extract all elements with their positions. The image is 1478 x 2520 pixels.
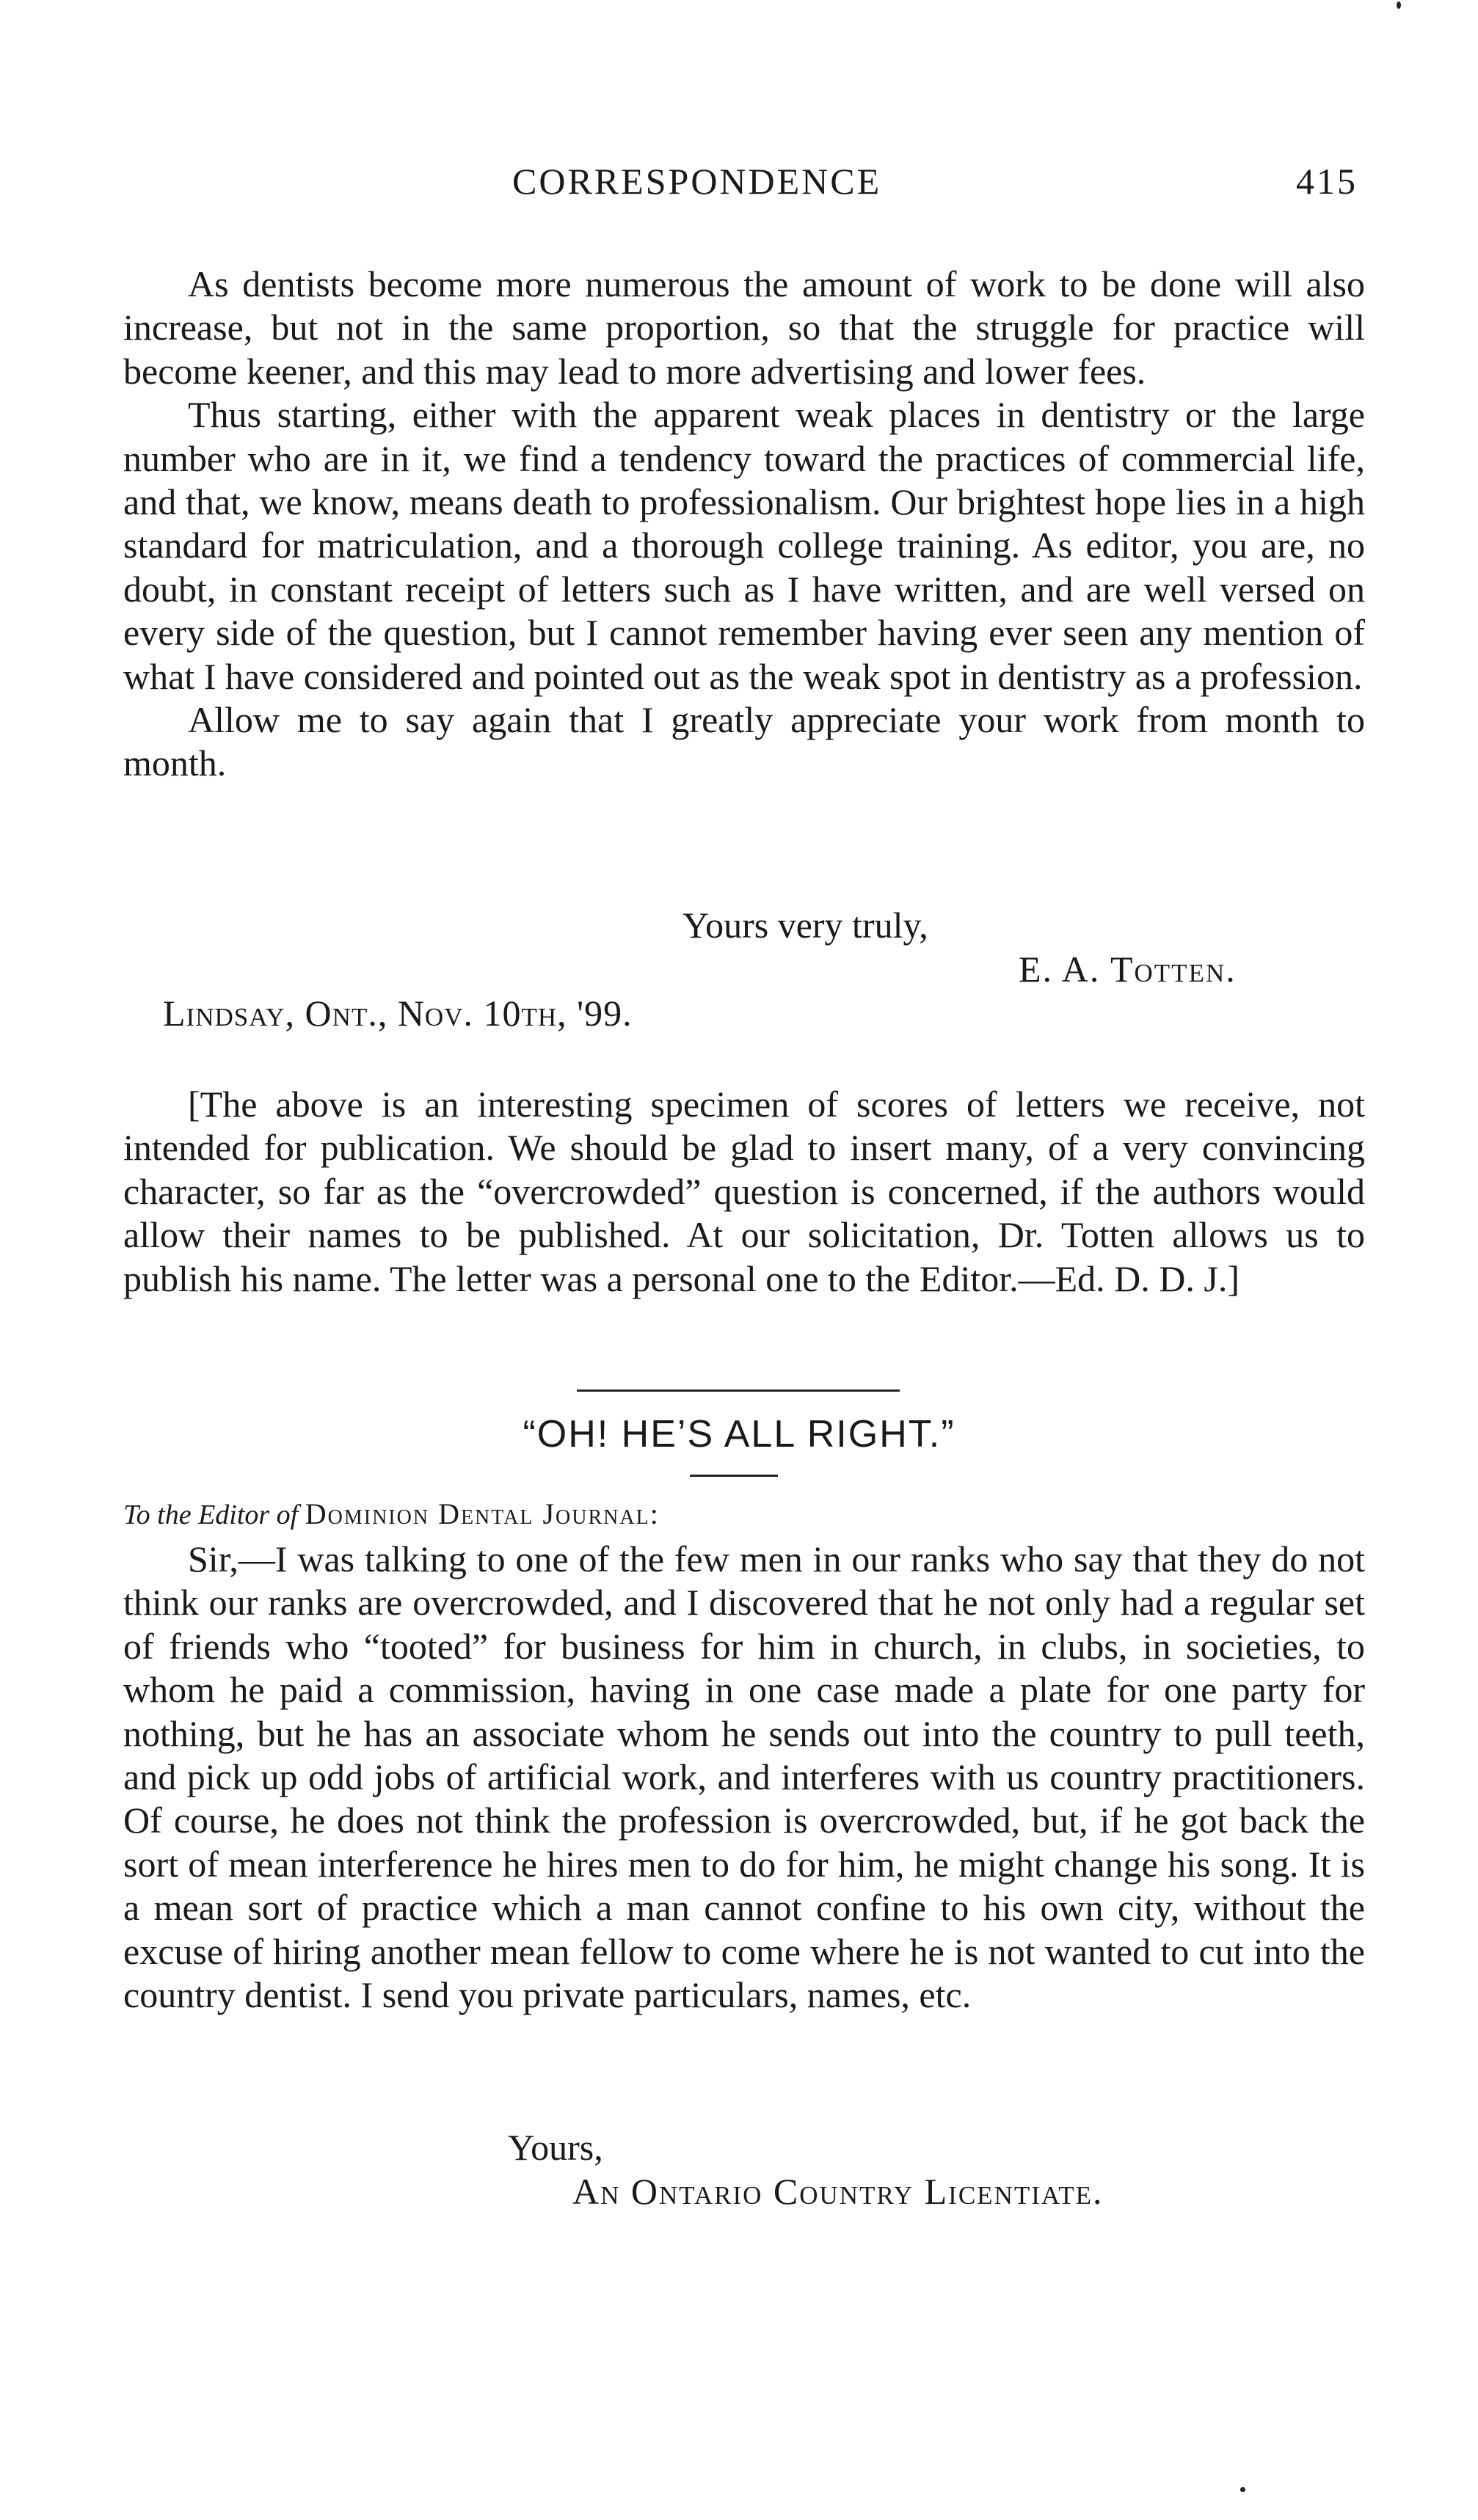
running-head: [123, 160, 1365, 211]
section-heading: “OH! HE’S ALL RIGHT.”: [523, 1413, 955, 1456]
paragraph: As dentists become more numerous the amount of work to be done will also increase, but not in the same proportion, so that the struggle for practice will become keener, and this may lead to more advertising and lower fees.: [123, 263, 1365, 392]
paragraph: [The above is an interesting specimen of scores of letters we receive, not intended for publication. We should be glad to insert many, of a very convincing character, so far as the “overcrowded” question is concerned, if the authors would allow their names to be published. At our solicitation, Dr. Totten allows us to publish his name. The letter was a personal one to the Editor.—Ed. D. D. J.]: [123, 1084, 1365, 1299]
editor-note: [123, 1083, 1365, 1301]
addressee-prefix: To the Editor of: [123, 1500, 299, 1530]
print-speck: [1240, 2487, 1245, 2492]
section-divider: [577, 1389, 900, 1392]
paragraph: Sir,—I was talking to one of the few men in our ranks who say that they do not think our ranks are overcrowded, and I discovered that he not only had a regular set of friends who “tooted” for business for him in church, in clubs, in societies, to whom he paid a commission, having in one case made a plate for one party for nothing, but he has an associate whom he sends out into the country to pull teeth, and pick up odd jobs of artificial work, and interferes with us country practitioners. Of course, he does not think the profession is overcrowded, but, if he got back the sort of mean interference he hires men to do for him, he might change his song. It is a mean sort of practice which a man cannot confine to his own city, without the excuse of hiring another mean fellow to come where he is not wanted to cut into the country dentist. I send you private particulars, names, etc.: [123, 1538, 1365, 2016]
valediction: Yours very truly,: [682, 905, 928, 946]
addressee-line: [123, 1497, 660, 1531]
heading-underline: [690, 1475, 778, 1477]
signature: E. A. Totten.: [1019, 949, 1237, 990]
letter-body-continued: [123, 263, 1365, 786]
print-speck: [1397, 1, 1401, 9]
running-title: CORRESPONDENCE: [512, 161, 882, 202]
place-date: Lindsay, Ont., Nov. 10th, '99.: [163, 993, 633, 1034]
signature: An Ontario Country Licentiate.: [572, 2171, 1104, 2212]
paragraph: Thus starting, either with the apparent weak places in dentistry or the large number who are in it, we find a tendency toward the practices of commercial life, and that, we know, means death to professionalism. Our brightest hope lies in a high standard for matriculation, and a thorough college training. As editor, you are, no doubt, in constant receipt of letters such as I have written, and are well versed on every side of the question, but I cannot remember having ever seen any mention of what I have considered and pointed out as the weak spot in dentistry as a profession.: [123, 394, 1365, 697]
paragraph: Allow me to say again that I greatly appreciate your work from month to month.: [123, 699, 1365, 784]
page-number: 415: [1296, 161, 1358, 202]
letter-body: [123, 1538, 1365, 2017]
journal-name: Dominion Dental Journal:: [305, 1497, 660, 1530]
valediction: Yours,: [508, 2127, 603, 2168]
